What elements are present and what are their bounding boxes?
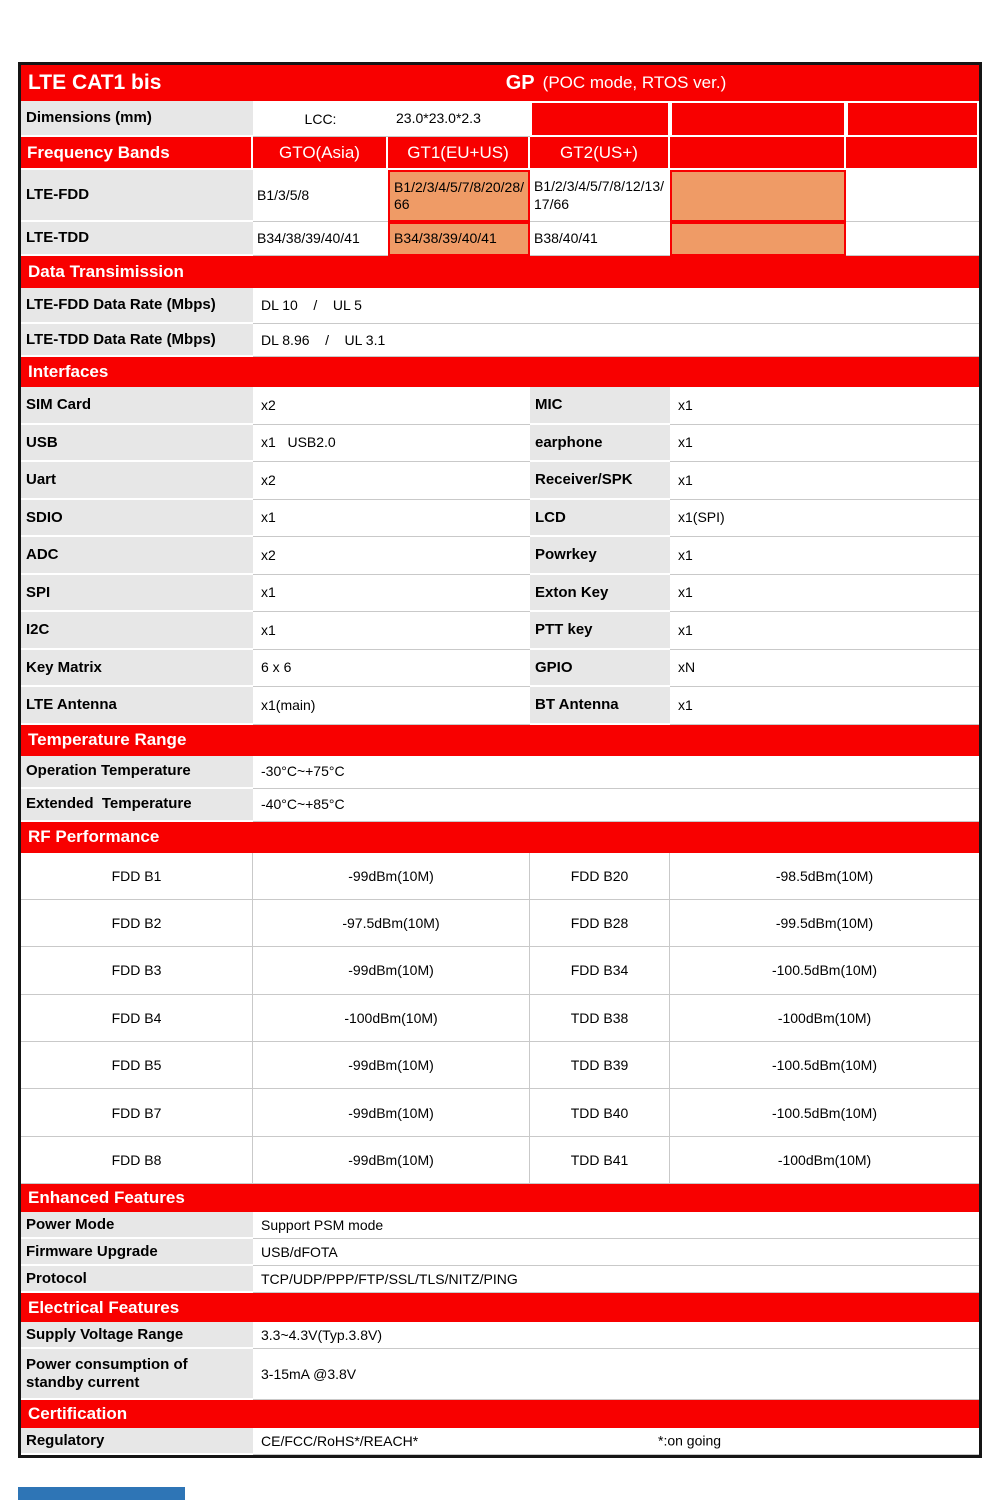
if-label: LCD bbox=[530, 500, 670, 538]
feature-value: USB/dFOTA bbox=[253, 1239, 979, 1266]
if-label: Powrkey bbox=[530, 537, 670, 575]
regulatory-note: *:on going bbox=[658, 1432, 722, 1449]
if-label: Uart bbox=[21, 462, 253, 500]
empty-cell bbox=[846, 137, 979, 170]
regulatory-value-cell bbox=[253, 1428, 979, 1455]
if-label: GPIO bbox=[530, 650, 670, 688]
interface-row-keymatrix bbox=[21, 650, 979, 688]
electrical-label: Supply Voltage Range bbox=[21, 1322, 253, 1349]
empty-cell bbox=[846, 101, 979, 137]
tdd-rate-label: LTE-TDD Data Rate (Mbps) bbox=[21, 324, 253, 357]
if-label: I2C bbox=[21, 612, 253, 650]
footer-blue-bar bbox=[18, 1487, 185, 1500]
title-row bbox=[21, 65, 979, 101]
if-value: x1 bbox=[670, 612, 979, 650]
dimensions-label: Dimensions (mm) bbox=[21, 101, 253, 137]
feature-value: Support PSM mode bbox=[253, 1212, 979, 1239]
protocol-row bbox=[21, 1266, 979, 1293]
rf-value: -99dBm(10M) bbox=[253, 1042, 530, 1089]
if-label: MIC bbox=[530, 387, 670, 425]
power-mode-row bbox=[21, 1212, 979, 1239]
fdd-gt2-bands: B1/2/3/4/5/7/8/12/13/17/66 bbox=[530, 170, 670, 222]
lte-tdd-row bbox=[21, 222, 979, 256]
temp-label: Extended Temperature bbox=[21, 789, 253, 822]
if-label: USB bbox=[21, 425, 253, 463]
feature-label: Firmware Upgrade bbox=[21, 1239, 253, 1266]
rf-band: FDD B20 bbox=[530, 853, 670, 900]
if-value: x1(main) bbox=[253, 687, 530, 725]
temp-value: -40°C~+85°C bbox=[253, 789, 979, 822]
interface-row-sim bbox=[21, 387, 979, 425]
frequency-bands-label: Frequency Bands bbox=[21, 137, 253, 170]
section-enhanced-features: Enhanced Features bbox=[21, 1184, 979, 1212]
section-rf-performance: RF Performance bbox=[21, 822, 979, 853]
variant-gt1: GT1(EU+US) bbox=[388, 137, 530, 170]
rf-band: FDD B3 bbox=[21, 947, 253, 994]
tdd-gto-bands: B34/38/39/40/41 bbox=[253, 222, 388, 256]
if-value: x1 bbox=[253, 500, 530, 538]
interface-row-uart bbox=[21, 462, 979, 500]
feature-value: TCP/UDP/PPP/FTP/SSL/TLS/NITZ/PING bbox=[253, 1266, 979, 1293]
rf-value: -100.5dBm(10M) bbox=[670, 1089, 979, 1136]
model-title bbox=[253, 65, 979, 101]
rf-band: FDD B34 bbox=[530, 947, 670, 994]
variant-gt2: GT2(US+) bbox=[530, 137, 670, 170]
rf-row bbox=[21, 995, 979, 1042]
regulatory-label: Regulatory bbox=[21, 1428, 253, 1455]
variant-gto: GTO(Asia) bbox=[253, 137, 388, 170]
section-temperature: Temperature Range bbox=[21, 725, 979, 756]
regulatory-row bbox=[21, 1428, 979, 1455]
section-data-transmission: Data Transimission bbox=[21, 256, 979, 288]
regulatory-value: CE/FCC/RoHS*/REACH* bbox=[261, 1432, 419, 1449]
rf-band: FDD B5 bbox=[21, 1042, 253, 1089]
rf-value: -99dBm(10M) bbox=[253, 947, 530, 994]
rf-band: TDD B39 bbox=[530, 1042, 670, 1089]
rf-band: FDD B8 bbox=[21, 1137, 253, 1184]
fdd-rate-label: LTE-FDD Data Rate (Mbps) bbox=[21, 288, 253, 324]
rf-value: -100dBm(10M) bbox=[670, 1137, 979, 1184]
rf-band: TDD B41 bbox=[530, 1137, 670, 1184]
interface-row-adc bbox=[21, 537, 979, 575]
if-value: x1 bbox=[670, 575, 979, 613]
firmware-upgrade-row bbox=[21, 1239, 979, 1266]
empty-cell bbox=[670, 137, 846, 170]
fdd-gto-bands: B1/3/5/8 bbox=[253, 170, 388, 222]
empty-orange-cell bbox=[670, 170, 846, 222]
interface-row-i2c bbox=[21, 612, 979, 650]
if-value: x1 bbox=[670, 462, 979, 500]
section-interfaces: Interfaces bbox=[21, 357, 979, 387]
if-value: x1 USB2.0 bbox=[253, 425, 530, 463]
rf-band: FDD B1 bbox=[21, 853, 253, 900]
rf-band: FDD B2 bbox=[21, 900, 253, 947]
model-name: GP bbox=[505, 71, 535, 94]
if-value: x2 bbox=[253, 537, 530, 575]
page-title: LTE CAT1 bis bbox=[28, 71, 162, 94]
fdd-rate-value: DL 10 / UL 5 bbox=[253, 288, 979, 324]
operation-temp-row bbox=[21, 756, 979, 789]
if-value: x2 bbox=[253, 462, 530, 500]
rf-value: -99dBm(10M) bbox=[253, 1137, 530, 1184]
feature-label: Power Mode bbox=[21, 1212, 253, 1239]
rf-value: -100dBm(10M) bbox=[670, 995, 979, 1042]
if-value: x1 bbox=[670, 387, 979, 425]
if-label: SDIO bbox=[21, 500, 253, 538]
if-label: SPI bbox=[21, 575, 253, 613]
rf-value: -99.5dBm(10M) bbox=[670, 900, 979, 947]
temp-value: -30°C~+75°C bbox=[253, 756, 979, 789]
empty-cell bbox=[846, 222, 979, 256]
electrical-value: 3.3~4.3V(Typ.3.8V) bbox=[253, 1322, 979, 1349]
model-suffix: (POC mode, RTOS ver.) bbox=[542, 73, 727, 92]
if-value: xN bbox=[670, 650, 979, 688]
tdd-gt2-bands: B38/40/41 bbox=[530, 222, 670, 256]
rf-row bbox=[21, 947, 979, 994]
if-value: x2 bbox=[253, 387, 530, 425]
tdd-rate-value: DL 8.96 / UL 3.1 bbox=[253, 324, 979, 357]
dimensions-row bbox=[21, 101, 979, 137]
lte-fdd-label: LTE-FDD bbox=[21, 170, 253, 222]
if-value: x1(SPI) bbox=[670, 500, 979, 538]
rf-value: -99dBm(10M) bbox=[253, 1089, 530, 1136]
electrical-label: Power consumption of standby current bbox=[21, 1349, 253, 1400]
rf-row bbox=[21, 1137, 979, 1184]
lte-tdd-label: LTE-TDD bbox=[21, 222, 253, 256]
if-label: Receiver/SPK bbox=[530, 462, 670, 500]
if-label: Key Matrix bbox=[21, 650, 253, 688]
supply-voltage-row bbox=[21, 1322, 979, 1349]
rf-band: TDD B40 bbox=[530, 1089, 670, 1136]
rf-row bbox=[21, 900, 979, 947]
rf-band: FDD B28 bbox=[530, 900, 670, 947]
tdd-data-rate-row bbox=[21, 324, 979, 357]
if-label: BT Antenna bbox=[530, 687, 670, 725]
rf-row bbox=[21, 1042, 979, 1089]
package-size: 23.0*23.0*2.3 bbox=[388, 101, 530, 137]
empty-cell bbox=[846, 170, 979, 222]
rf-row bbox=[21, 1089, 979, 1136]
rf-band: FDD B7 bbox=[21, 1089, 253, 1136]
if-value: x1 bbox=[253, 575, 530, 613]
interface-row-spi bbox=[21, 575, 979, 613]
extended-temp-row bbox=[21, 789, 979, 822]
spec-table bbox=[18, 62, 982, 1458]
feature-label: Protocol bbox=[21, 1266, 253, 1293]
empty-orange-cell bbox=[670, 222, 846, 256]
section-electrical-features: Electrical Features bbox=[21, 1293, 979, 1322]
power-consumption-row bbox=[21, 1349, 979, 1400]
electrical-value: 3-15mA @3.8V bbox=[253, 1349, 979, 1400]
if-value: x1 bbox=[670, 687, 979, 725]
frequency-bands-row bbox=[21, 137, 979, 170]
temp-label: Operation Temperature bbox=[21, 756, 253, 789]
if-value: x1 bbox=[670, 425, 979, 463]
if-label: ADC bbox=[21, 537, 253, 575]
package-type: LCC: bbox=[253, 101, 388, 137]
if-value: x1 bbox=[670, 537, 979, 575]
fdd-data-rate-row bbox=[21, 288, 979, 324]
if-label: earphone bbox=[530, 425, 670, 463]
section-certification: Certification bbox=[21, 1400, 979, 1428]
empty-cell bbox=[530, 101, 670, 137]
fdd-gt1-bands: B1/2/3/4/5/7/8/20/28/66 bbox=[388, 170, 530, 222]
rf-value: -98.5dBm(10M) bbox=[670, 853, 979, 900]
rf-value: -100.5dBm(10M) bbox=[670, 947, 979, 994]
rf-value: -100dBm(10M) bbox=[253, 995, 530, 1042]
interface-row-usb bbox=[21, 425, 979, 463]
rf-band: TDD B38 bbox=[530, 995, 670, 1042]
rf-value: -97.5dBm(10M) bbox=[253, 900, 530, 947]
rf-band: FDD B4 bbox=[21, 995, 253, 1042]
interface-row-antenna bbox=[21, 687, 979, 725]
rf-value: -99dBm(10M) bbox=[253, 853, 530, 900]
if-value: 6 x 6 bbox=[253, 650, 530, 688]
if-label: SIM Card bbox=[21, 387, 253, 425]
if-label: PTT key bbox=[530, 612, 670, 650]
interface-row-sdio bbox=[21, 500, 979, 538]
empty-cell bbox=[670, 101, 846, 137]
if-value: x1 bbox=[253, 612, 530, 650]
if-label: LTE Antenna bbox=[21, 687, 253, 725]
lte-fdd-row bbox=[21, 170, 979, 222]
rf-value: -100.5dBm(10M) bbox=[670, 1042, 979, 1089]
rf-row bbox=[21, 853, 979, 900]
tdd-gt1-bands: B34/38/39/40/41 bbox=[388, 222, 530, 256]
if-label: Exton Key bbox=[530, 575, 670, 613]
